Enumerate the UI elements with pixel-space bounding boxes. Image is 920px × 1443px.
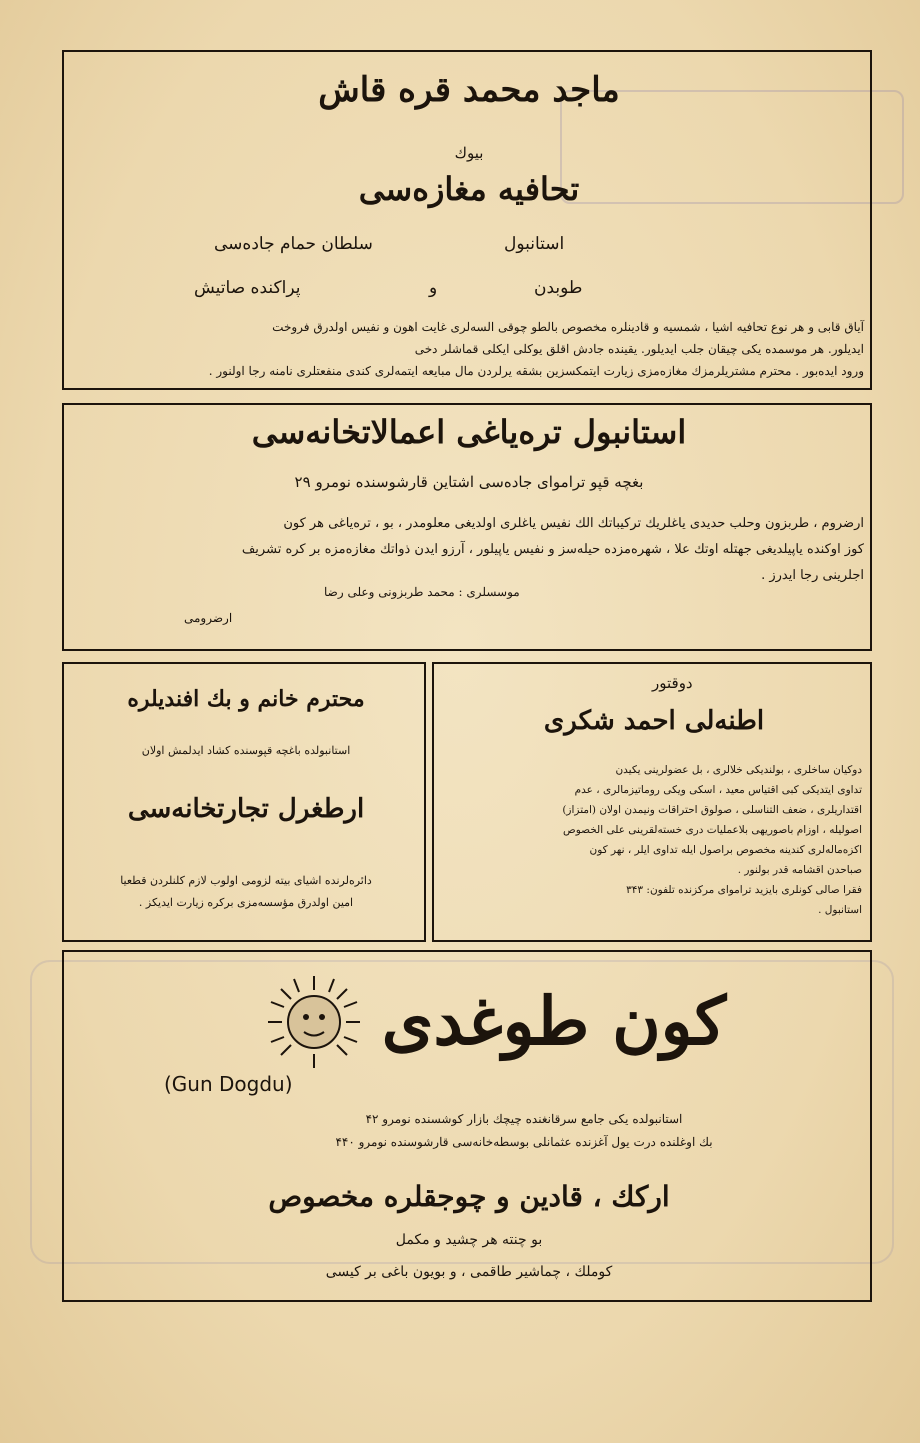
ad-body	[74, 870, 418, 914]
ad-subheading: بیوك	[454, 144, 484, 162]
body-line: استانبول .	[818, 904, 862, 916]
body-line: تداوی ایتدیکی کبی اقتیاس معید ، اسکی ویکی روماتیزمالری ، عدم	[574, 784, 862, 796]
body-line: اجلرینی رجا ایدرز .	[761, 568, 864, 583]
body-line: اکزه‌ماله‌لری کندینه مخصوص براصول ایله تداوی ایلر ، نهر کون	[589, 844, 862, 856]
doctor-label: دوقتور	[652, 674, 693, 692]
ad-line: بو چنته هر چشید و مکمل	[395, 1232, 543, 1248]
ad-title: محترم خانم و بك افندیلره	[127, 686, 365, 712]
signature: موسسلری : محمد طربزونی وعلی رضا	[324, 585, 520, 599]
ad-body	[72, 316, 864, 382]
ad-gun-dogdu	[62, 950, 872, 1302]
location-right: سلطان حمام جاده‌سی	[214, 234, 373, 254]
body-line: ایدیلور. هر موسمده یکی چیقان جلب ایدیلور. یقینده جادش اقلق یوکلی ایکلی قماشلر دخی	[414, 342, 864, 356]
body-line: آیاق قابی و هر نوع تحافیه اشیا ، شمسیه و قادینلره مخصوص بالطو چوقی السه‌لری غایت اهون و نفیس اولدرق فروخت	[272, 320, 864, 334]
doctor-name: اطنه‌لی احمد شکری	[543, 706, 765, 736]
latin-title: (Gun Dogdu)	[164, 1072, 293, 1096]
store-name: ارطغرل تجارتخانه‌سی	[127, 794, 365, 824]
ad-title: استانبول تره‌یاغی اعمالاتخانه‌سی	[251, 413, 687, 451]
ad-body	[442, 760, 862, 920]
ad-title: تحافیه مغازه‌سی	[358, 170, 580, 208]
location2-left: طوبدن	[534, 278, 583, 298]
body-line: دوکیان ساخلری ، بولندیکی خلالری ، بل عضولرینی یکیدن	[615, 764, 862, 776]
address-line: استانبولده یکی جامع سرقانغنده چیچك بازار کوشسنده نومرو ۴۲	[365, 1112, 683, 1126]
location2-mid: و	[429, 278, 438, 298]
body-line: ورود ایده‌بور . محترم مشتریلرمزك مغازه‌مزی زیارت ایتمکسزین بشقه یرلردن مال مبایعه ایتمه‌لری کندی منفعتلری نامنه رجا اولنور .	[208, 364, 864, 378]
specialty-heading: ارکك ، قادین و چوجقلره مخصوص	[268, 1180, 670, 1213]
signature-line2: ارضرومی	[184, 611, 233, 625]
body-line: امین اولدرق مؤسسه‌مزی برکره زیارت ایدیکز .	[138, 896, 354, 909]
ad-ertugrul-store	[62, 662, 426, 942]
ad-heading: ماجد محمد قره قاش	[318, 70, 620, 110]
body-line: دائره‌لرنده اشیای بیته لزومی اولوب لازم کلنلردن قطعیا	[120, 874, 372, 887]
ad-subtitle: بغچه قپو ترامواى جاده‌سی اشتاین قارشوسنده نومرو ۲۹	[294, 473, 644, 491]
address-line: بك اوغلنده درت یول آغزنده عثمانلی بوسطه‌خانه‌سی قارشوسنده نومرو ۴۴۰	[335, 1135, 713, 1149]
ad-butter-factory	[62, 403, 872, 651]
ad-title: کون طوغدی	[381, 982, 727, 1060]
ad-line: استانبولده باغچه قپوسنده کشاد ایدلمش اولان	[141, 744, 351, 757]
ad-body	[74, 511, 864, 589]
location-left: استانبول	[504, 234, 565, 254]
body-line: اقتداریلری ، ضعف التناسلی ، صولوق احتراقات ونیمدن اولان (امتزاز)	[562, 804, 862, 816]
body-line: اصولیله ، اوزام باصوریهی بلاعملیات دری خسته‌لقرینی علی الخصوص	[563, 824, 862, 836]
location2-right: پراکنده صاتیش	[194, 278, 301, 298]
ad-doctor	[432, 662, 872, 942]
body-line: فقرا صالی کونلری بایزید ترامواى مرکزنده تلفون: ۳۴۳	[626, 884, 862, 896]
body-line: ارضروم ، طربزون وحلب حدیدی یاغلریك ترکیباتك الك نفیس یاغلری اولدیغی معلومدر ، بو ، تره‌یاغی هر کون	[283, 516, 864, 531]
body-line: کوز اوکنده یاپیلدیغی جهتله اوتك علا ، شهره‌مزده حیله‌سز و نفیس یاپیلور ، آرزو ایدن ذواتك مغازه‌مزه بر کره تشریف	[241, 542, 864, 557]
ad-tahafiye-shop	[62, 50, 872, 390]
body-line: صباحدن اقشامه قدر بولنور .	[737, 864, 862, 876]
ad-footer: کوملك ، چماشیر طاقمی ، و بویون باغی بر کیسی	[325, 1264, 613, 1280]
